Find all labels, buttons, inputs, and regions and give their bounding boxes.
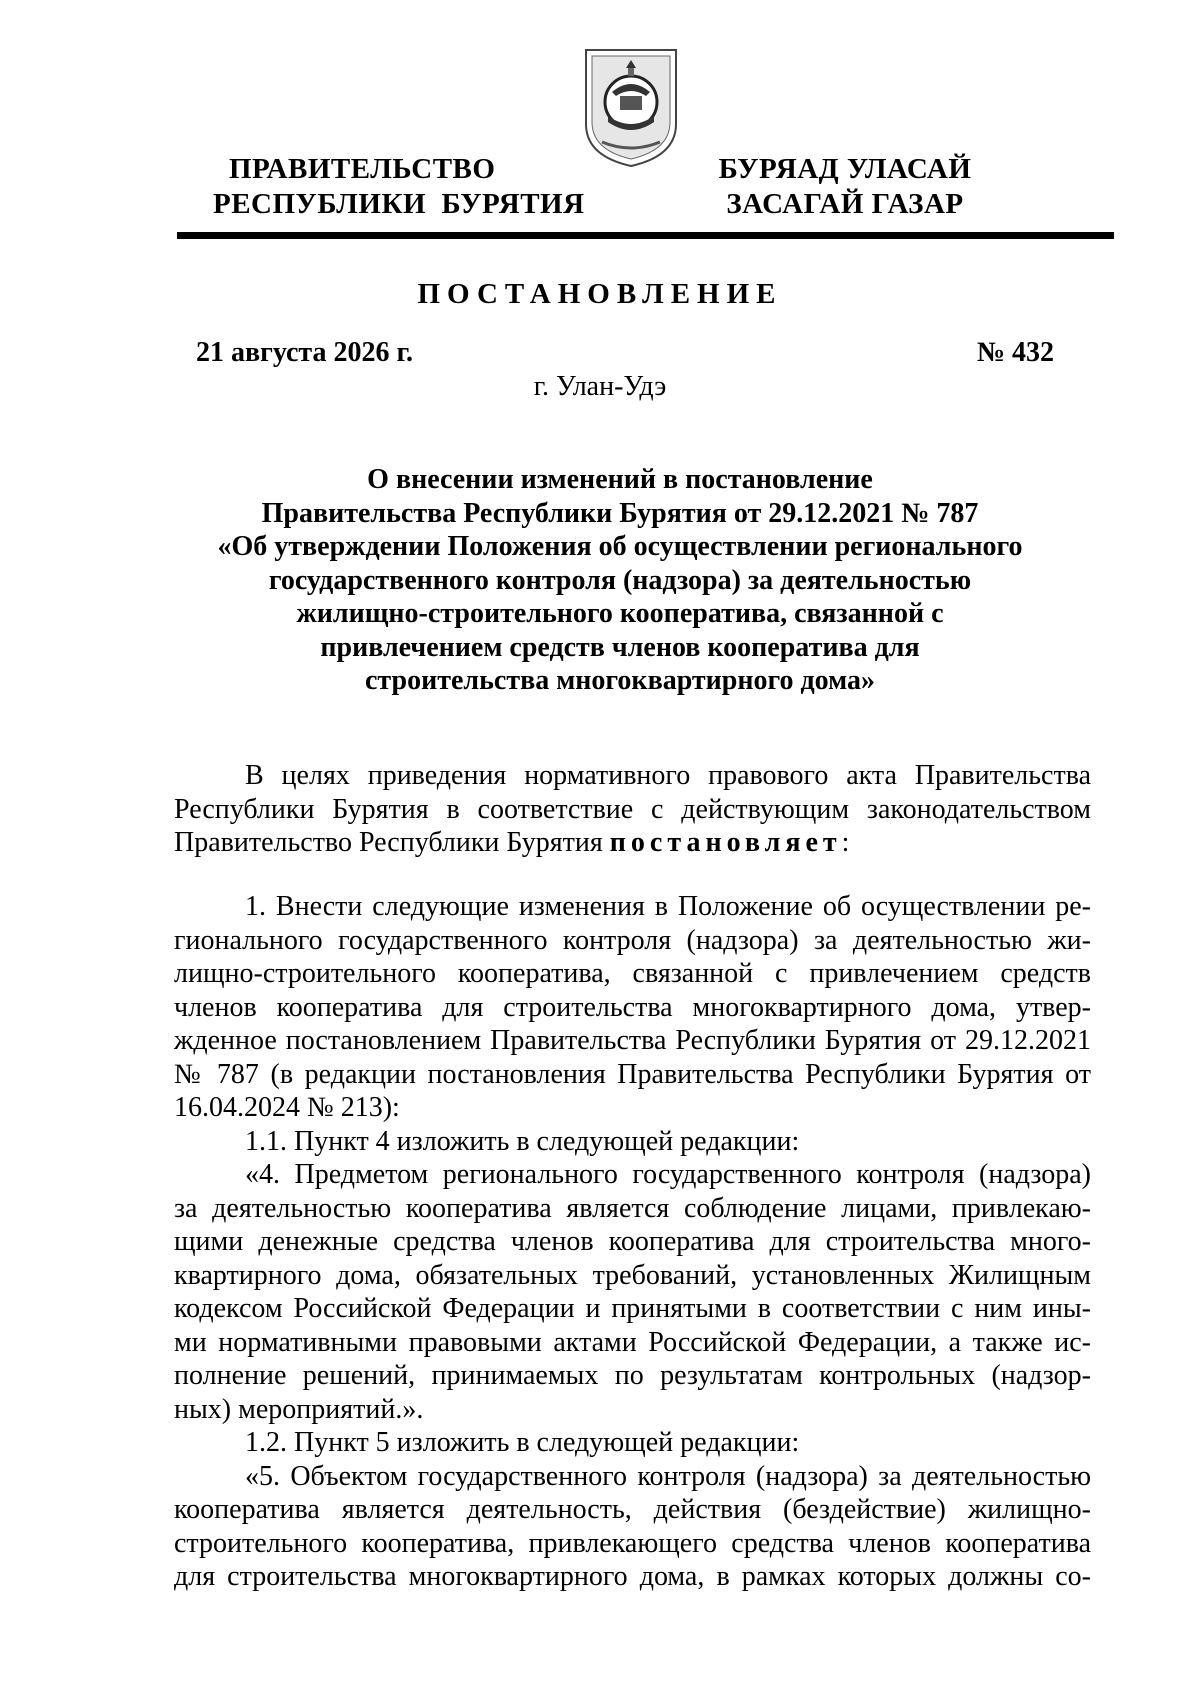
body-line: № 787 (в редакции постановления Правительства Республики Бурятия от (174, 1058, 1091, 1090)
preamble-line (174, 826, 1091, 860)
body-line: щими денежные средства членов кооператива для строительства много- (174, 1226, 1091, 1257)
body-line: 1. Внести следующие изменения в Положение об осуществлении ре- (245, 891, 1091, 922)
government-name-bua-line1: БУРЯАД УЛАСАЙ (718, 153, 972, 185)
coat-of-arms-icon (582, 46, 680, 170)
government-name-ru-line2: РЕСПУБЛИКИ БУРЯТИЯ (213, 188, 585, 220)
resolution-verb: постановляет (609, 827, 842, 858)
government-name-ru-line1: ПРАВИТЕЛЬСТВО (229, 153, 496, 185)
body-line: членов кооператива для строительства многоквартирного дома, утвер- (174, 991, 1091, 1023)
document-type-title: ПОСТАНОВЛЕНИЕ (417, 278, 783, 310)
preamble-colon: : (841, 827, 850, 858)
body-line: «5. Объектом государственного контроля (надзора) за деятельностью (245, 1460, 1091, 1492)
preamble-paragraph (174, 759, 1091, 860)
preamble-text: Правительство Республики Бурятия (174, 827, 610, 858)
preamble-line: В целях приведения нормативного правового акта Правительства (245, 760, 1091, 791)
body-line: кодексом Российской Федерации и принятыми в соответствии с ним ины- (174, 1293, 1091, 1324)
body-line: квартирного дома, обязательных требований, установленных Жилищным (174, 1259, 1091, 1291)
header-divider (177, 232, 1114, 239)
preamble-line: Республики Бурятия в соответствие с действующим законодательством (174, 793, 1091, 825)
body-line: «4. Предметом регионального государственного контроля (надзора) (245, 1159, 1091, 1190)
body-line: жденное постановлением Правительства Республики Бурятия от 29.12.2021 (174, 1025, 1091, 1056)
government-name-bua (717, 152, 973, 222)
subject-line: О внесении изменений в постановление (367, 464, 873, 495)
body-line: ных) мероприятий.». (174, 1393, 424, 1425)
body-line: кооператива является деятельность, действия (бездействие) жилищно- (174, 1494, 1091, 1525)
body-line: полнение решений, принимаемых по результатам контрольных (надзор- (174, 1360, 1091, 1391)
document-city: г. Улан-Удэ (533, 371, 667, 402)
body-line: гионального государственного контроля (надзора) за деятельностью жи- (174, 924, 1091, 956)
subject-line: государственного контроля (надзора) за деятельностью (268, 564, 972, 596)
subject-line: привлечением средств членов кооператива для (320, 631, 920, 663)
body-line: лищно-строительного кооператива, связанной с привлечением средств (174, 958, 1091, 989)
government-name-bua-line2: ЗАСАГАЙ ГАЗАР (726, 188, 964, 220)
body-line: для строительства многоквартирного дома, в рамках которых должны со- (174, 1561, 1091, 1592)
document-date: 21 августа 2026 г. (196, 337, 414, 368)
body-line: 1.1. Пункт 4 изложить в следующей редакции: (245, 1125, 800, 1157)
body-line: за деятельностью кооператива является соблюдение лицами, привлекаю- (174, 1192, 1091, 1224)
document-number: № 432 (976, 337, 1054, 368)
subject-line: Правительства Республики Бурятия от 29.12.2021 № 787 (261, 497, 979, 529)
subject-line: «Об утверждении Положения об осуществлении регионального (217, 531, 1023, 562)
body-line: ми нормативными правовыми актами Российской Федерации, а также ис- (174, 1326, 1091, 1358)
body-line: строительного кооператива, привлекающего средства членов кооператива (174, 1527, 1091, 1559)
subject-line: строительства многоквартирного дома» (364, 665, 876, 696)
document-body (174, 890, 1091, 1594)
government-name-ru (213, 152, 585, 222)
subject-line: жилищно-строительного кооператива, связанной с (296, 598, 944, 629)
body-line: 16.04.2024 № 213): (174, 1092, 400, 1123)
document-subject (190, 463, 1050, 698)
body-line: 1.2. Пункт 5 изложить в следующей редакции: (245, 1427, 800, 1458)
